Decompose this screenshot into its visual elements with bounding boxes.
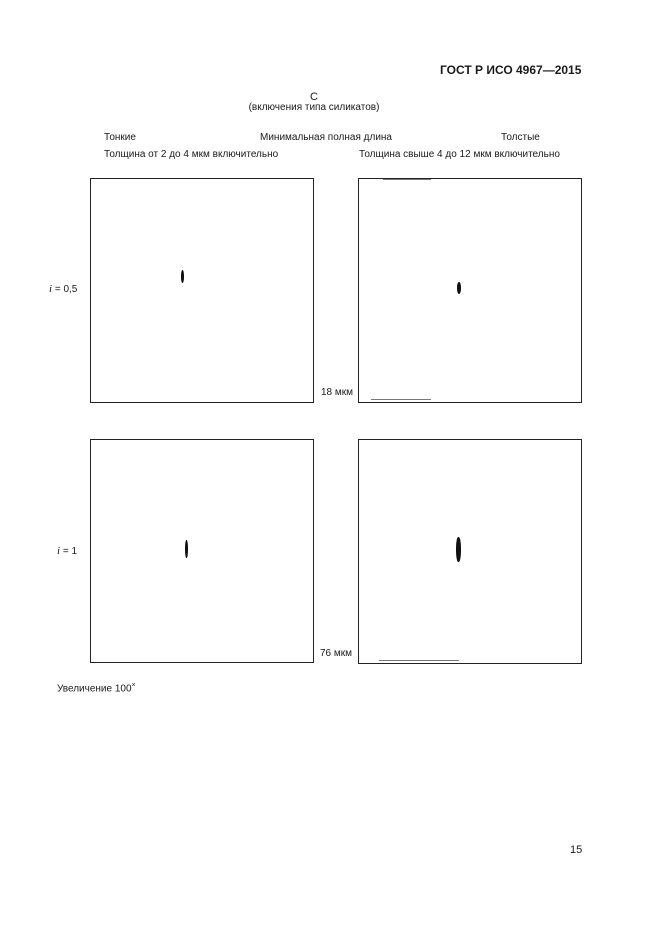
inclusion-mark [456, 537, 461, 562]
thick-thickness-label: Толщина свыше 4 до 12 мкм включительно [359, 149, 560, 160]
inclusion-mark [457, 282, 461, 294]
i-value: = 1 [62, 546, 78, 557]
row-index-label [49, 283, 77, 295]
micrograph-thin-i1 [90, 439, 314, 663]
inclusion-mark [185, 540, 188, 558]
magnification-unit: × [131, 682, 136, 689]
thin-thickness-label: Толщина от 2 до 4 мкм включительно [104, 149, 279, 160]
column-min-length-label: Минимальная полная длина [260, 132, 392, 143]
column-thick-label: Толстые [501, 132, 540, 143]
micrograph-thick-i05 [358, 178, 582, 403]
column-thin-label: Тонкие [104, 132, 136, 143]
scan-artifact [383, 179, 431, 180]
row-index-label [57, 545, 77, 557]
document-standard-number: ГОСТ Р ИСО 4967—2015 [440, 63, 582, 77]
series-subtitle: (включения типа силикатов) [248, 102, 380, 113]
i-variable: i [57, 545, 61, 557]
magnification-text: Увеличение 100 [57, 683, 132, 695]
i-variable: i [49, 283, 53, 295]
page-number: 15 [570, 844, 583, 856]
min-length-value: 76 мкм [320, 648, 353, 659]
min-length-value: 18 мкм [321, 387, 354, 398]
inclusion-mark [181, 270, 184, 283]
magnification-label [57, 682, 136, 694]
scan-artifact [379, 660, 459, 661]
micrograph-thin-i05 [90, 178, 314, 403]
scan-artifact [371, 399, 431, 400]
series-letter: С [310, 91, 318, 103]
i-value: = 0,5 [54, 284, 78, 295]
micrograph-thick-i1 [358, 439, 582, 664]
